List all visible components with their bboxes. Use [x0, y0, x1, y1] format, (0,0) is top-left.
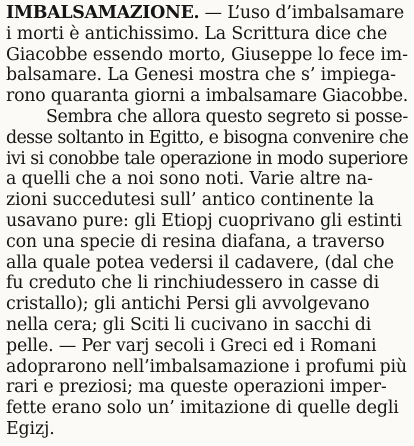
- text-line-1: [6, 3, 408, 24]
- text-line-9: a quelli che a noi sono noti. Varie altre na-: [6, 169, 373, 190]
- text-line-7: desse soltanto in Egitto, e bisogna convenire che: [6, 127, 409, 148]
- text-line-4: balsamare. La Genesi mostra che s’ impiega-: [6, 65, 396, 86]
- text-line-21: Egizj.: [6, 418, 55, 439]
- text-line-12: con una specie di resina diafana, a traverso: [6, 231, 385, 252]
- text-line-1-rest: — L’uso d’imbalsamare: [199, 3, 405, 23]
- text-line-19: rari e preziosi; ma queste operazioni imper-: [6, 377, 387, 398]
- text-line-10: zioni succedutesi sull’ antico continente la: [6, 190, 374, 211]
- text-line-13: alla quale potea vedersi il cadavere, (dal che: [6, 252, 394, 273]
- text-line-5: rono quaranta giorni a imbalsamare Giacobbe.: [6, 86, 409, 107]
- text-line-2: i morti è antichissimo. La Scrittura dice che: [6, 23, 388, 44]
- text-line-6: Sembra che allora questo segreto si posse-: [46, 106, 408, 127]
- text-line-3: Giacobbe essendo morto, Giuseppe lo fece im-: [6, 44, 408, 65]
- article-heading: IMBALSAMAZIONE.: [6, 3, 200, 23]
- article-text: [6, 3, 408, 440]
- text-line-18: adoprarono nell’imbalsamazione i profumi più: [6, 356, 407, 377]
- text-line-20: fette erano solo un’ imitazione di quelle degli: [6, 398, 399, 419]
- text-line-8: ivi si conobbe tale operazione in modo superiore: [6, 148, 408, 169]
- text-line-16: nella cera; gli Sciti li cucivano in sacchi di: [6, 314, 372, 335]
- text-line-15: cristallo); gli antichi Persi gli avvolgevano: [6, 294, 370, 315]
- text-line-14: fu creduto che li rinchiudessero in casse di: [6, 273, 380, 294]
- text-line-17: pelle. — Per varj secoli i Greci ed i Romani: [6, 335, 377, 356]
- text-line-11: usavano pure: gli Etiopj cuoprivano gli estinti: [6, 210, 402, 231]
